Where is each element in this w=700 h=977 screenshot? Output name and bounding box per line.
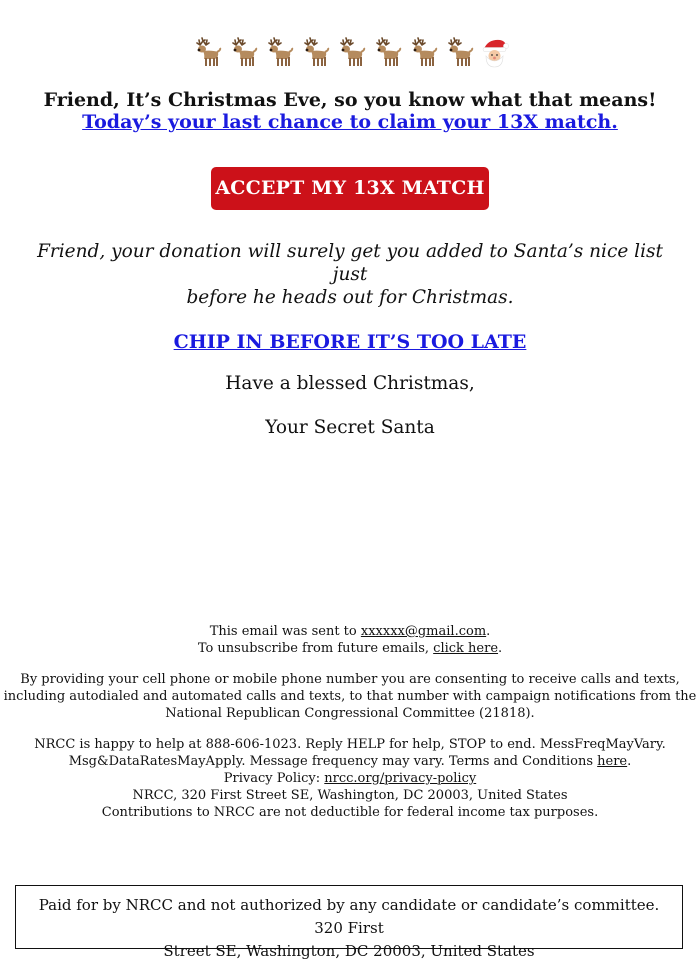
help-line1: NRCC is happy to help at 888-606-1023. Reply HELP for help, STOP to end. MessFreqMayVary.: [34, 737, 666, 752]
unsubscribe-suffix: .: [498, 641, 503, 656]
help-line2-suffix: .: [627, 754, 632, 769]
donation-message-line1: Friend, your donation will surely get you added to Santa’s nice list just: [37, 241, 663, 285]
deer-icon: [262, 37, 295, 69]
deer-icon: [442, 37, 475, 69]
emoji-row: [0, 37, 700, 69]
deer-icon: [298, 37, 331, 69]
unsubscribe-prefix: To unsubscribe from future emails,: [197, 641, 434, 656]
last-chance-link[interactable]: Today’s your last chance to claim your 13X match.: [82, 111, 618, 133]
email-body: [0, 37, 700, 439]
consent-line3: National Republican Congressional Committee (21818).: [165, 706, 535, 721]
sent-to-prefix: This email was sent to: [209, 624, 361, 639]
sent-to-line: [0, 623, 700, 640]
deer-icon: [334, 37, 367, 69]
privacy-prefix: Privacy Policy:: [223, 771, 325, 786]
consent-line1: By providing your cell phone or mobile phone number you are consenting to receive calls and texts,: [20, 672, 680, 687]
paid-line2: Street SE, Washington, DC 20003, United States: [163, 942, 535, 960]
help-line2-prefix: Msg&DataRatesMayApply. Message frequency may vary. Terms and Conditions: [68, 754, 598, 769]
privacy-policy-link[interactable]: nrcc.org/privacy-policy: [324, 771, 477, 786]
terms-link[interactable]: here: [597, 754, 628, 769]
deer-icon: [406, 37, 439, 69]
chip-in-link[interactable]: CHIP IN BEFORE IT’S TOO LATE: [173, 331, 527, 353]
accept-match-button[interactable]: ACCEPT MY 13X MATCH: [211, 167, 489, 210]
help-line2: [0, 753, 700, 770]
deer-icon: [226, 37, 259, 69]
signoff-line: Your Secret Santa: [265, 417, 435, 438]
address-line: NRCC, 320 First Street SE, Washington, DC 20003, United States: [132, 788, 568, 803]
headline: Friend, It’s Christmas Eve, so you know what that means!: [43, 89, 657, 111]
unsubscribe-link[interactable]: click here: [433, 641, 499, 656]
paid-for-disclaimer: [15, 885, 683, 960]
help-text: [0, 736, 700, 770]
unsubscribe-line: [0, 640, 700, 657]
email-footer: [0, 623, 700, 821]
sent-to-suffix: .: [486, 624, 491, 639]
santa-icon: [478, 37, 511, 69]
deer-icon: [370, 37, 403, 69]
deer-icon: [190, 37, 223, 69]
consent-text: [0, 671, 700, 722]
closing-line: Have a blessed Christmas,: [225, 373, 475, 394]
recipient-email-link[interactable]: xxxxxx@gmail.com: [360, 624, 487, 639]
tax-disclaimer: Contributions to NRCC are not deductible for federal income tax purposes.: [101, 805, 599, 820]
donation-message-line2: before he heads out for Christmas.: [186, 287, 514, 308]
paid-line1: Paid for by NRCC and not authorized by any candidate or candidate’s committee. 320 First: [38, 896, 660, 937]
privacy-line: [0, 770, 700, 787]
donation-message: [20, 240, 680, 309]
consent-line2: including autodialed and automated calls and texts, to that number with campaign notifications from the: [3, 689, 697, 704]
